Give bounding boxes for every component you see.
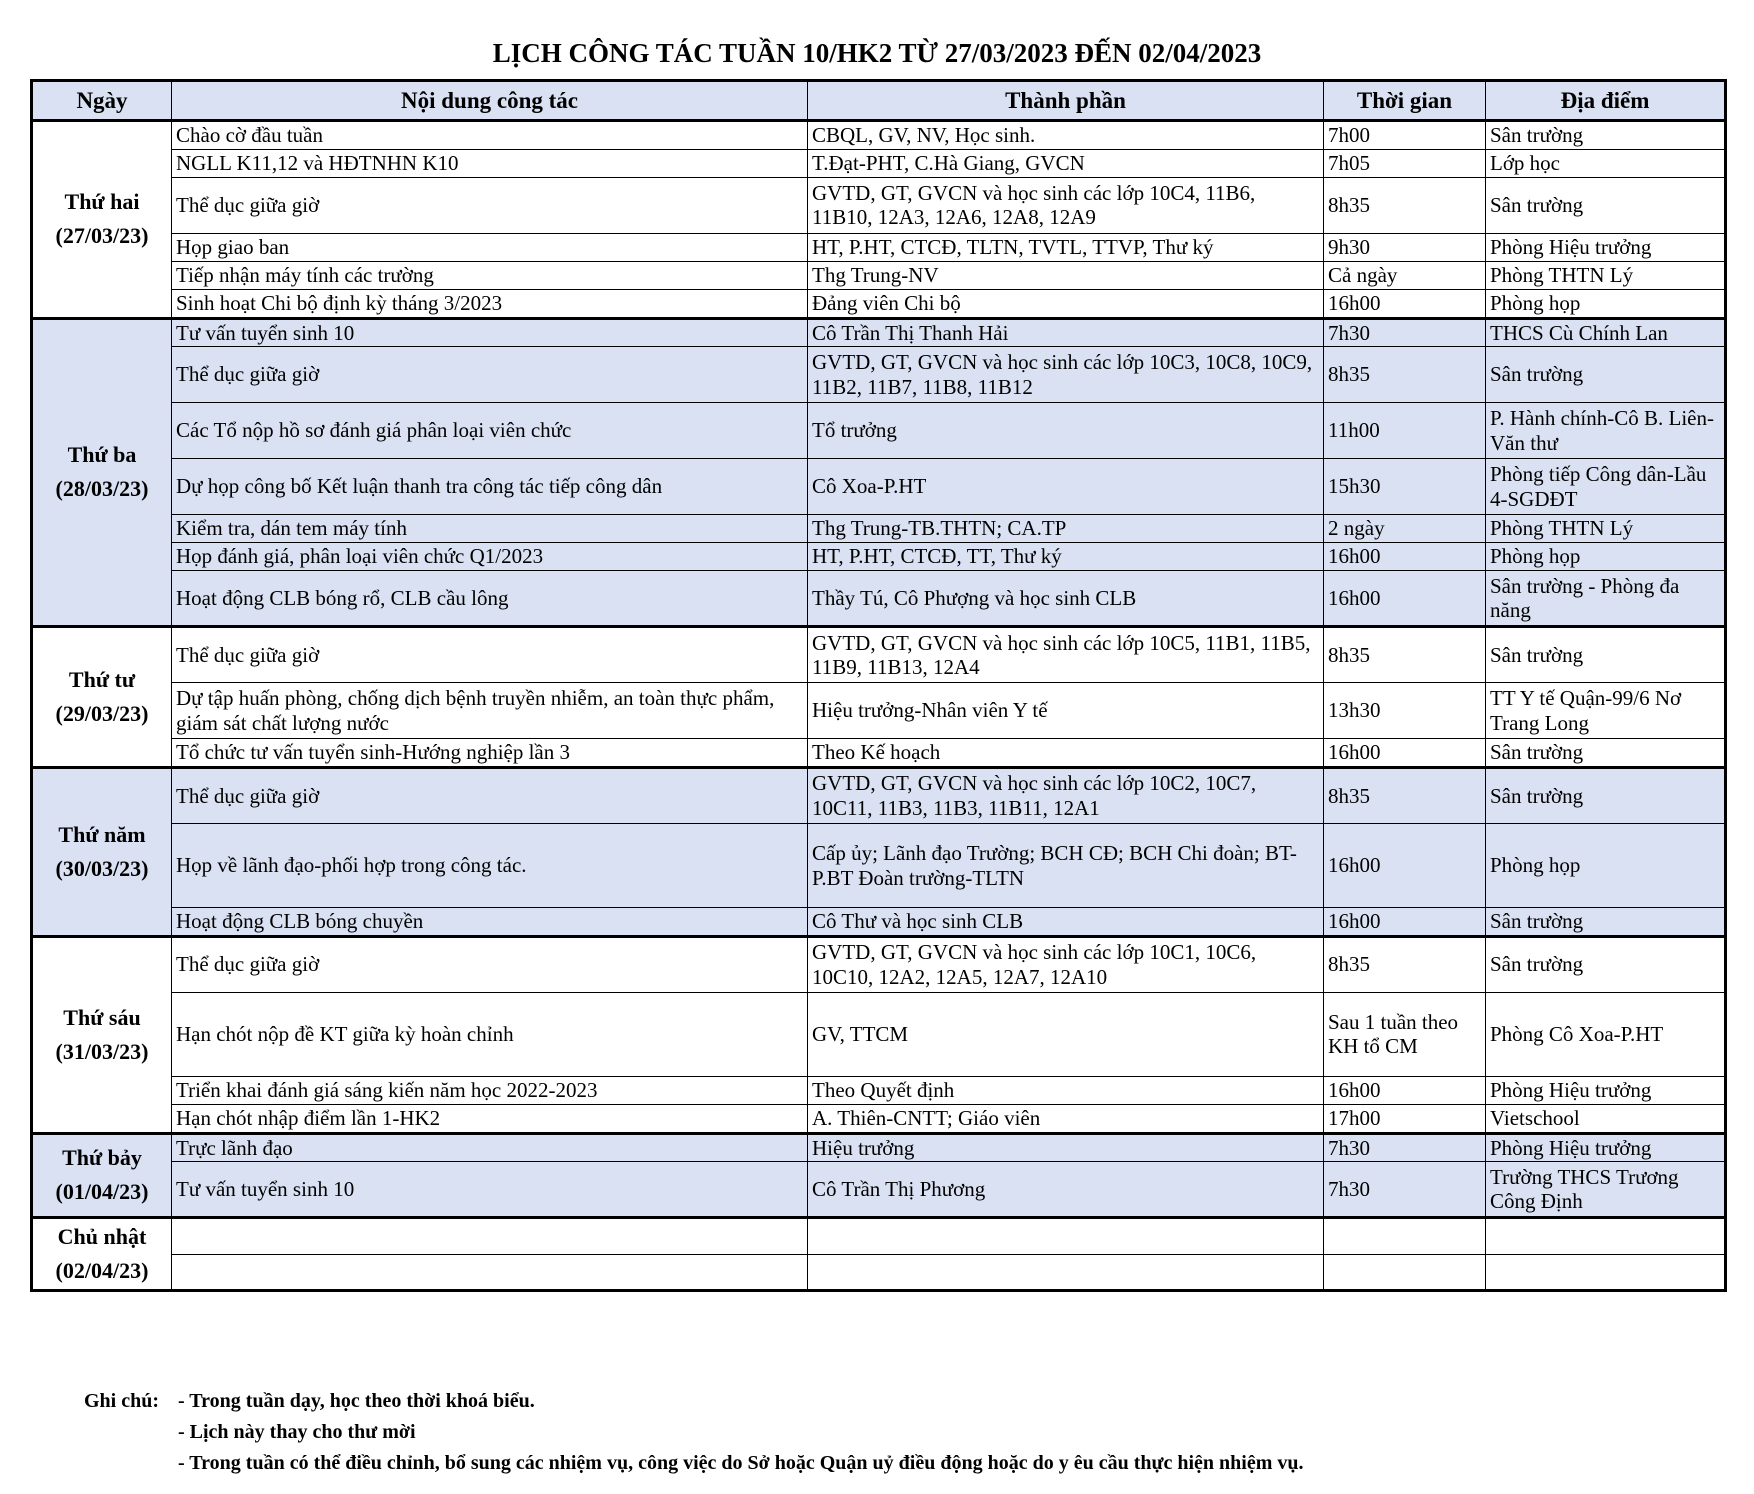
participants-cell: GV, TTCM (808, 992, 1324, 1076)
time-cell (1324, 1254, 1486, 1291)
time-cell (1324, 1218, 1486, 1255)
table-row (32, 627, 1726, 683)
day-name: Thứ bảy (62, 1145, 142, 1171)
day-group (32, 121, 1726, 319)
time-cell: 15h30 (1324, 459, 1486, 515)
participants-cell: GVTD, GT, GVCN và học sinh các lớp 10C4, 11B6, 11B10, 12A3, 12A6, 12A8, 12A9 (808, 177, 1324, 233)
time-cell: 8h35 (1324, 347, 1486, 403)
day-group (32, 936, 1726, 1133)
table-row (32, 908, 1726, 937)
task-cell: Chào cờ đầu tuần (172, 121, 808, 150)
task-cell: Thể dục giữa giờ (172, 768, 808, 824)
time-cell: Cả ngày (1324, 261, 1486, 289)
participants-cell: Theo Kế hoạch (808, 739, 1324, 768)
time-cell: 17h00 (1324, 1104, 1486, 1133)
table-row (32, 149, 1726, 177)
time-cell: 8h35 (1324, 177, 1486, 233)
location-cell: THCS Cù Chính Lan (1486, 318, 1726, 347)
participants-cell: Thg Trung-NV (808, 261, 1324, 289)
task-cell: Họp giao ban (172, 233, 808, 261)
location-cell: Trường THCS Trương Công Định (1486, 1162, 1726, 1218)
day-group (32, 1218, 1726, 1291)
time-cell: 16h00 (1324, 1076, 1486, 1104)
task-cell: Thể dục giữa giờ (172, 347, 808, 403)
time-cell: 16h00 (1324, 289, 1486, 318)
location-cell: Sân trường (1486, 936, 1726, 992)
task-cell: Triển khai đánh giá sáng kiến năm học 2022-2023 (172, 1076, 808, 1104)
table-row (32, 824, 1726, 908)
participants-cell: A. Thiên-CNTT; Giáo viên (808, 1104, 1324, 1133)
table-row (32, 1218, 1726, 1255)
location-cell: Sân trường (1486, 768, 1726, 824)
location-cell: Sân trường (1486, 121, 1726, 150)
location-cell: Phòng tiếp Công dân-Lầu 4-SGDĐT (1486, 459, 1726, 515)
day-cell (32, 936, 172, 1133)
task-cell: Hạn chót nộp đề KT giữa kỳ hoàn chỉnh (172, 992, 808, 1076)
participants-cell: Cô Trần Thị Thanh Hải (808, 318, 1324, 347)
task-cell: Dự tập huấn phòng, chống dịch bệnh truyền nhiễm, an toàn thực phẩm, giám sát chất lượng nước (172, 683, 808, 739)
participants-cell: Đảng viên Chi bộ (808, 289, 1324, 318)
participants-cell: GVTD, GT, GVCN và học sinh các lớp 10C3, 10C8, 10C9, 11B2, 11B7, 11B8, 11B12 (808, 347, 1324, 403)
table-row (32, 992, 1726, 1076)
task-cell: Thể dục giữa giờ (172, 936, 808, 992)
participants-cell: Hiệu trưởng-Nhân viên Y tế (808, 683, 1324, 739)
day-cell (32, 768, 172, 937)
participants-cell: Thg Trung-TB.THTN; CA.TP (808, 515, 1324, 543)
location-cell: Lớp học (1486, 149, 1726, 177)
location-cell (1486, 1254, 1726, 1291)
time-cell: 7h05 (1324, 149, 1486, 177)
location-cell: Vietschool (1486, 1104, 1726, 1133)
time-cell: 7h30 (1324, 1162, 1486, 1218)
task-cell: Kiểm tra, dán tem máy tính (172, 515, 808, 543)
header-noi-dung: Nội dung công tác (172, 81, 808, 121)
notes-label: Ghi chú: (84, 1390, 160, 1412)
participants-cell: T.Đạt-PHT, C.Hà Giang, GVCN (808, 149, 1324, 177)
day-date: (01/04/23) (55, 1179, 149, 1205)
task-cell: Tư vấn tuyển sinh 10 (172, 1162, 808, 1218)
location-cell: Phòng THTN Lý (1486, 261, 1726, 289)
participants-cell: GVTD, GT, GVCN và học sinh các lớp 10C2, 10C7, 10C11, 11B3, 11B3, 11B11, 12A1 (808, 768, 1324, 824)
header-thoi-gian: Thời gian (1324, 81, 1486, 121)
table-row (32, 289, 1726, 318)
table-row (32, 261, 1726, 289)
table-row (32, 177, 1726, 233)
location-cell: TT Y tế Quận-99/6 Nơ Trang Long (1486, 683, 1726, 739)
participants-cell: GVTD, GT, GVCN và học sinh các lớp 10C1, 10C6, 10C10, 12A2, 12A5, 12A7, 12A10 (808, 936, 1324, 992)
day-cell (32, 1133, 172, 1218)
location-cell: Phòng Hiệu trưởng (1486, 233, 1726, 261)
location-cell: Phòng Hiệu trưởng (1486, 1133, 1726, 1162)
table-row (32, 121, 1726, 150)
day-group (32, 768, 1726, 937)
location-cell: Sân trường (1486, 177, 1726, 233)
header-row (32, 81, 1726, 121)
participants-cell: CBQL, GV, NV, Học sinh. (808, 121, 1324, 150)
table-row (32, 515, 1726, 543)
time-cell: Sau 1 tuần theo KH tổ CM (1324, 992, 1486, 1076)
time-cell: 9h30 (1324, 233, 1486, 261)
day-date: (02/04/23) (55, 1258, 149, 1284)
day-name: Thứ sáu (63, 1004, 141, 1030)
page-title: LỊCH CÔNG TÁC TUẦN 10/HK2 TỪ 27/03/2023 ĐẾN 02/04/2023 (492, 38, 1262, 68)
participants-cell: Thầy Tú, Cô Phượng và học sinh CLB (808, 571, 1324, 627)
participants-cell: HT, P.HT, CTCĐ, TLTN, TVTL, TTVP, Thư ký (808, 233, 1324, 261)
location-cell (1486, 1218, 1726, 1255)
task-cell: Hạn chót nhập điểm lần 1-HK2 (172, 1104, 808, 1133)
task-cell: Sinh hoạt Chi bộ định kỳ tháng 3/2023 (172, 289, 808, 318)
table-row (32, 739, 1726, 768)
schedule-table (30, 79, 1727, 1292)
time-cell: 16h00 (1324, 739, 1486, 768)
note-line: - Lịch này thay cho thư mời (178, 1421, 416, 1443)
day-date: (29/03/23) (55, 701, 149, 727)
task-cell: Dự họp công bố Kết luận thanh tra công tác tiếp công dân (172, 459, 808, 515)
table-row (32, 1162, 1726, 1218)
time-cell: 8h35 (1324, 936, 1486, 992)
day-cell (32, 318, 172, 627)
task-cell: Trực lãnh đạo (172, 1133, 808, 1162)
table-row (32, 1254, 1726, 1291)
location-cell: Phòng họp (1486, 289, 1726, 318)
table-row (32, 1133, 1726, 1162)
day-date: (28/03/23) (55, 476, 149, 502)
day-name: Thứ hai (64, 189, 140, 215)
table-row (32, 459, 1726, 515)
task-cell (172, 1254, 808, 1291)
time-cell: 7h30 (1324, 1133, 1486, 1162)
participants-cell: GVTD, GT, GVCN và học sinh các lớp 10C5, 11B1, 11B5, 11B9, 11B13, 12A4 (808, 627, 1324, 683)
location-cell: Phòng họp (1486, 543, 1726, 571)
participants-cell: Cấp ủy; Lãnh đạo Trường; BCH CĐ; BCH Chi đoàn; BT-P.BT Đoàn trường-TLTN (808, 824, 1324, 908)
participants-cell: Tổ trưởng (808, 403, 1324, 459)
day-cell (32, 121, 172, 319)
day-name: Thứ tư (68, 667, 136, 693)
task-cell: Tổ chức tư vấn tuyển sinh-Hướng nghiệp lần 3 (172, 739, 808, 768)
day-group (32, 1133, 1726, 1218)
time-cell: 8h35 (1324, 768, 1486, 824)
table-row (32, 347, 1726, 403)
table-row (32, 1076, 1726, 1104)
participants-cell: HT, P.HT, CTCĐ, TT, Thư ký (808, 543, 1324, 571)
table-row (32, 936, 1726, 992)
day-name: Chủ nhật (57, 1224, 147, 1250)
day-group (32, 318, 1726, 627)
participants-cell: Hiệu trưởng (808, 1133, 1324, 1162)
task-cell: Tiếp nhận máy tính các trường (172, 261, 808, 289)
table-row (32, 1104, 1726, 1133)
header-thanh-phan: Thành phần (808, 81, 1324, 121)
task-cell: NGLL K11,12 và HĐTNHN K10 (172, 149, 808, 177)
table-row (32, 768, 1726, 824)
table-row (32, 233, 1726, 261)
time-cell: 8h35 (1324, 627, 1486, 683)
day-cell (32, 1218, 172, 1291)
participants-cell (808, 1254, 1324, 1291)
task-cell: Hoạt động CLB bóng rổ, CLB cầu lông (172, 571, 808, 627)
participants-cell: Theo Quyết định (808, 1076, 1324, 1104)
time-cell: 2 ngày (1324, 515, 1486, 543)
participants-cell: Cô Thư và học sinh CLB (808, 908, 1324, 937)
table-row (32, 683, 1726, 739)
table-row (32, 571, 1726, 627)
header-ngay: Ngày (32, 81, 172, 121)
day-group (32, 627, 1726, 768)
location-cell: Sân trường (1486, 627, 1726, 683)
task-cell: Hoạt động CLB bóng chuyền (172, 908, 808, 937)
day-date: (27/03/23) (55, 223, 149, 249)
task-cell: Tư vấn tuyển sinh 10 (172, 318, 808, 347)
task-cell (172, 1218, 808, 1255)
day-name: Thứ năm (58, 821, 146, 847)
day-date: (31/03/23) (55, 1038, 149, 1064)
time-cell: 7h30 (1324, 318, 1486, 347)
task-cell: Các Tổ nộp hồ sơ đánh giá phân loại viên chức (172, 403, 808, 459)
note-line: - Trong tuần dạy, học theo thời khoá biểu. (178, 1390, 535, 1412)
task-cell: Thể dục giữa giờ (172, 177, 808, 233)
task-cell: Họp đánh giá, phân loại viên chức Q1/2023 (172, 543, 808, 571)
time-cell: 16h00 (1324, 908, 1486, 937)
time-cell: 16h00 (1324, 824, 1486, 908)
participants-cell: Cô Trần Thị Phương (808, 1162, 1324, 1218)
location-cell: Sân trường (1486, 347, 1726, 403)
location-cell: Phòng Hiệu trưởng (1486, 1076, 1726, 1104)
time-cell: 16h00 (1324, 543, 1486, 571)
time-cell: 13h30 (1324, 683, 1486, 739)
day-date: (30/03/23) (55, 855, 149, 881)
participants-cell (808, 1218, 1324, 1255)
location-cell: Sân trường - Phòng đa năng (1486, 571, 1726, 627)
location-cell: Sân trường (1486, 908, 1726, 937)
day-name: Thứ ba (67, 442, 137, 468)
note-line: - Trong tuần có thể điều chỉnh, bổ sung các nhiệm vụ, công việc do Sở hoặc Quận uỷ điều động hoặc do y êu cầu thực hiện nhiệm vụ. (178, 1452, 1304, 1474)
table-row (32, 543, 1726, 571)
day-cell (32, 627, 172, 768)
location-cell: Phòng Cô Xoa-P.HT (1486, 992, 1726, 1076)
location-cell: Sân trường (1486, 739, 1726, 768)
time-cell: 7h00 (1324, 121, 1486, 150)
time-cell: 16h00 (1324, 571, 1486, 627)
table-row (32, 318, 1726, 347)
time-cell: 11h00 (1324, 403, 1486, 459)
location-cell: Phòng THTN Lý (1486, 515, 1726, 543)
location-cell: Phòng họp (1486, 824, 1726, 908)
participants-cell: Cô Xoa-P.HT (808, 459, 1324, 515)
header-dia-diem: Địa điểm (1486, 81, 1726, 121)
task-cell: Thể dục giữa giờ (172, 627, 808, 683)
task-cell: Họp về lãnh đạo-phối hợp trong công tác. (172, 824, 808, 908)
location-cell: P. Hành chính-Cô B. Liên-Văn thư (1486, 403, 1726, 459)
table-row (32, 403, 1726, 459)
